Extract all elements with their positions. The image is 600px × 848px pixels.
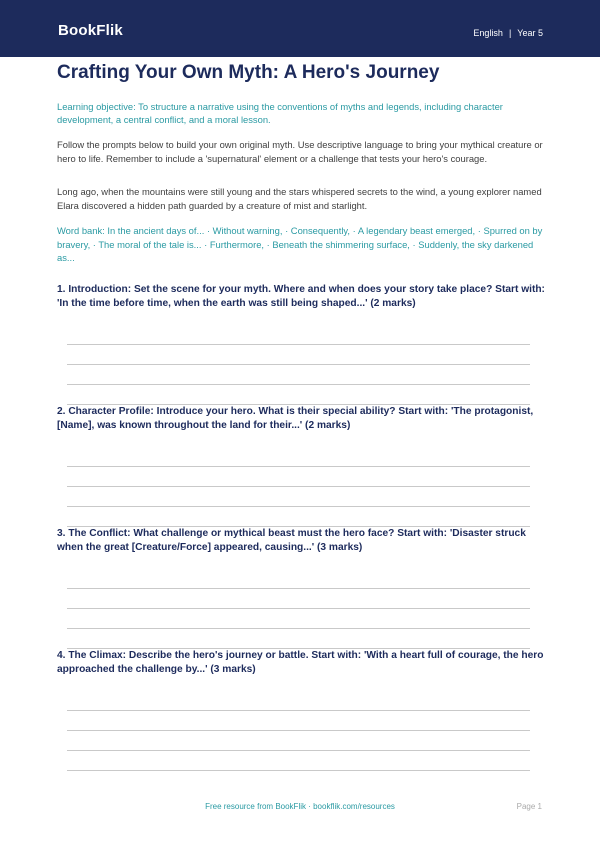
answer-line[interactable]	[67, 628, 530, 629]
answer-line[interactable]	[67, 710, 530, 711]
answer-line[interactable]	[67, 608, 530, 609]
brand-logo[interactable]: BookFlik	[58, 22, 123, 39]
answer-line[interactable]	[67, 770, 530, 771]
answer-line[interactable]	[67, 344, 530, 345]
story-starter: Long ago, when the mountains were still young and the stars whispered secrets to the wind, a young explorer named Elara discovered a hidden path guarded by a creature of mist and starlight.	[57, 186, 542, 211]
answer-line[interactable]	[67, 588, 530, 589]
instructions: Follow the prompts below to build your own original myth. Use descriptive language to bring your mythical creature or hero to life. Remember to include a 'supernatural' element or a challenge that tests your hero's courage.	[57, 139, 543, 164]
meta-separator: |	[508, 28, 512, 38]
answer-line[interactable]	[67, 384, 530, 385]
footer-attribution[interactable]: Free resource from BookFlik · bookflik.com/resources	[205, 802, 395, 811]
answer-line[interactable]	[67, 364, 530, 365]
question-3: 3. The Conflict: What challenge or mythical beast must the hero face? Start with: 'Disaster struck when the great [Creature/Force] appeared, causing...' (3 marks)	[57, 528, 526, 553]
answer-line[interactable]	[67, 466, 530, 467]
site-header	[0, 0, 600, 57]
learning-objective: Learning objective: To structure a narrative using the conventions of myths and legends, including character development, a central conflict, and a moral lesson.	[57, 101, 503, 125]
question-2: 2. Character Profile: Introduce your hero. What is their special ability? Start with: 'The protagonist, [Name], was known throughout the land for their...' (2 marks)	[57, 406, 534, 431]
answer-line[interactable]	[67, 486, 530, 487]
subject-label: English	[473, 28, 503, 38]
page-number: Page 1	[516, 802, 542, 811]
header-meta	[473, 28, 543, 38]
word-bank: Word bank: In the ancient days of... · Without warning, · Consequently, · A legendary beast emerged, · Spurred on by bravery, · The moral of the tale is... · Furthermore, · Beneath the shimmering surface, · Suddenly, the sky darkened as...	[57, 225, 543, 263]
year-label: Year 5	[517, 28, 543, 38]
question-1: 1. Introduction: Set the scene for your myth. Where and when does your story take place? Start with: 'In the time before time, when the earth was still being shaped...' (2 marks)	[57, 284, 545, 309]
answer-line[interactable]	[67, 506, 530, 507]
answer-line[interactable]	[67, 730, 530, 731]
question-4: 4. The Climax: Describe the hero's journey or battle. Start with: 'With a heart full of courage, the hero approached the challenge by...' (3 marks)	[57, 650, 544, 675]
worksheet-title: Crafting Your Own Myth: A Hero's Journey	[57, 62, 440, 83]
answer-line[interactable]	[67, 750, 530, 751]
